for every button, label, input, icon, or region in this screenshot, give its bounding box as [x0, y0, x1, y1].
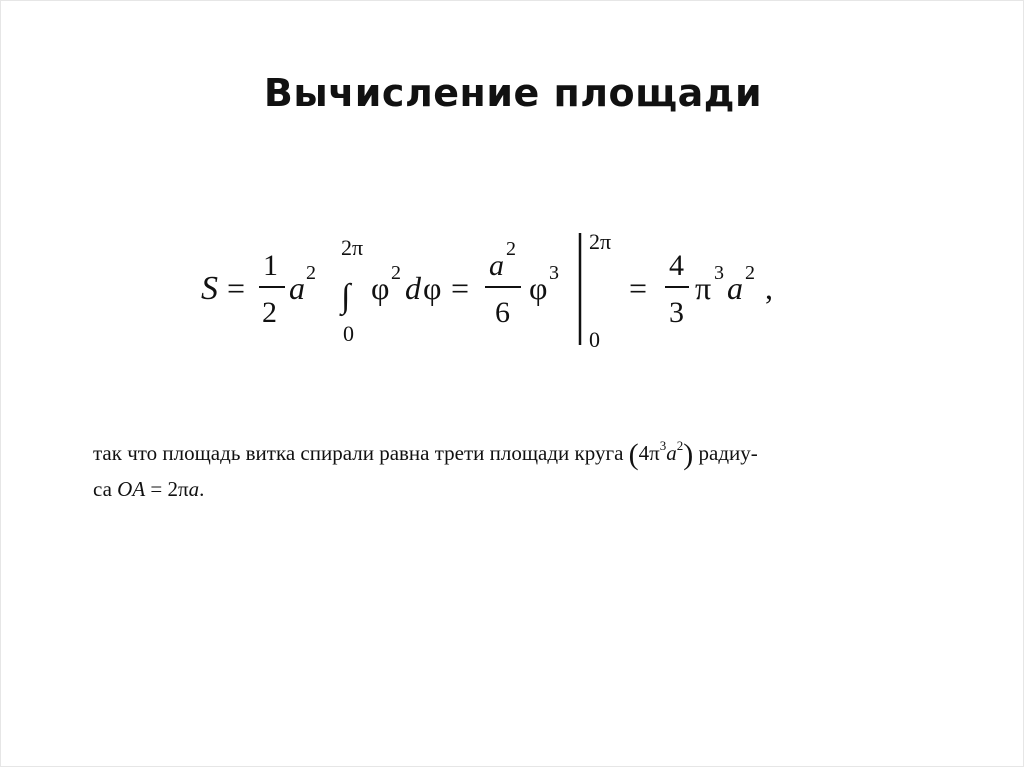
paren-open: (: [628, 438, 639, 471]
area-formula-svg: [199, 229, 809, 359]
formula-s: S: [201, 270, 218, 307]
integral-lower-limit: 0: [343, 321, 354, 346]
circle-coef: 4π: [638, 441, 660, 465]
integral-upper-limit: 2π: [341, 235, 364, 260]
formula-eq-2: =: [451, 270, 470, 306]
formula-exp-3-2: 3: [714, 262, 724, 284]
formula-oa: OA: [117, 477, 146, 501]
explanation-paragraph: [93, 429, 943, 506]
formula-exp-2-3: 2: [745, 262, 755, 284]
integral-sign: ∫: [341, 278, 351, 315]
formula-exp-2-2: 2: [391, 262, 401, 284]
frac2-numerator-exp: 2: [506, 238, 516, 260]
formula-phi-3: φ: [529, 270, 548, 306]
paragraph-line-2: [93, 472, 943, 506]
formula-a-2: a: [727, 270, 743, 306]
formula-a-1: a: [289, 270, 305, 306]
formula-exp-3-1: 3: [549, 262, 559, 284]
circle-exp-3: 3: [659, 438, 667, 453]
circle-exp-2: 2: [676, 438, 684, 453]
frac1-numerator: 1: [263, 249, 278, 282]
frac3-numerator: 4: [669, 249, 684, 282]
slide-title: Вычисление площади: [263, 71, 763, 115]
paragraph-line-1-text: так что площадь витка спирали равна трети площади круга: [93, 441, 624, 465]
frac3-denominator: 3: [669, 296, 684, 329]
formula-exp-2-1: 2: [306, 262, 316, 284]
formula-pi: π: [695, 270, 712, 306]
paragraph-line-1: [93, 429, 943, 472]
formula-phi-2: φ: [423, 270, 442, 306]
formula-eq-1: =: [227, 270, 246, 306]
eval-upper-limit: 2π: [589, 229, 612, 254]
circle-a: a: [666, 441, 677, 465]
paragraph-line-2-start: са: [93, 477, 112, 501]
formula-eq-3: =: [629, 270, 648, 306]
formula-oa-a: a: [188, 477, 200, 501]
area-formula: [199, 229, 809, 359]
formula-oa-eq: = 2π: [145, 477, 189, 501]
frac2-numerator: a: [489, 249, 504, 282]
formula-comma: ,: [765, 270, 773, 306]
paragraph-line-1-end: радиу-: [698, 441, 758, 465]
paragraph-line-2-end: .: [199, 477, 205, 501]
paren-close: ): [683, 438, 694, 471]
formula-phi-1: φ: [371, 270, 390, 306]
frac1-denominator: 2: [262, 296, 277, 329]
formula-d: d: [405, 270, 421, 306]
frac2-denominator: 6: [495, 296, 510, 329]
eval-lower-limit: 0: [589, 327, 600, 352]
